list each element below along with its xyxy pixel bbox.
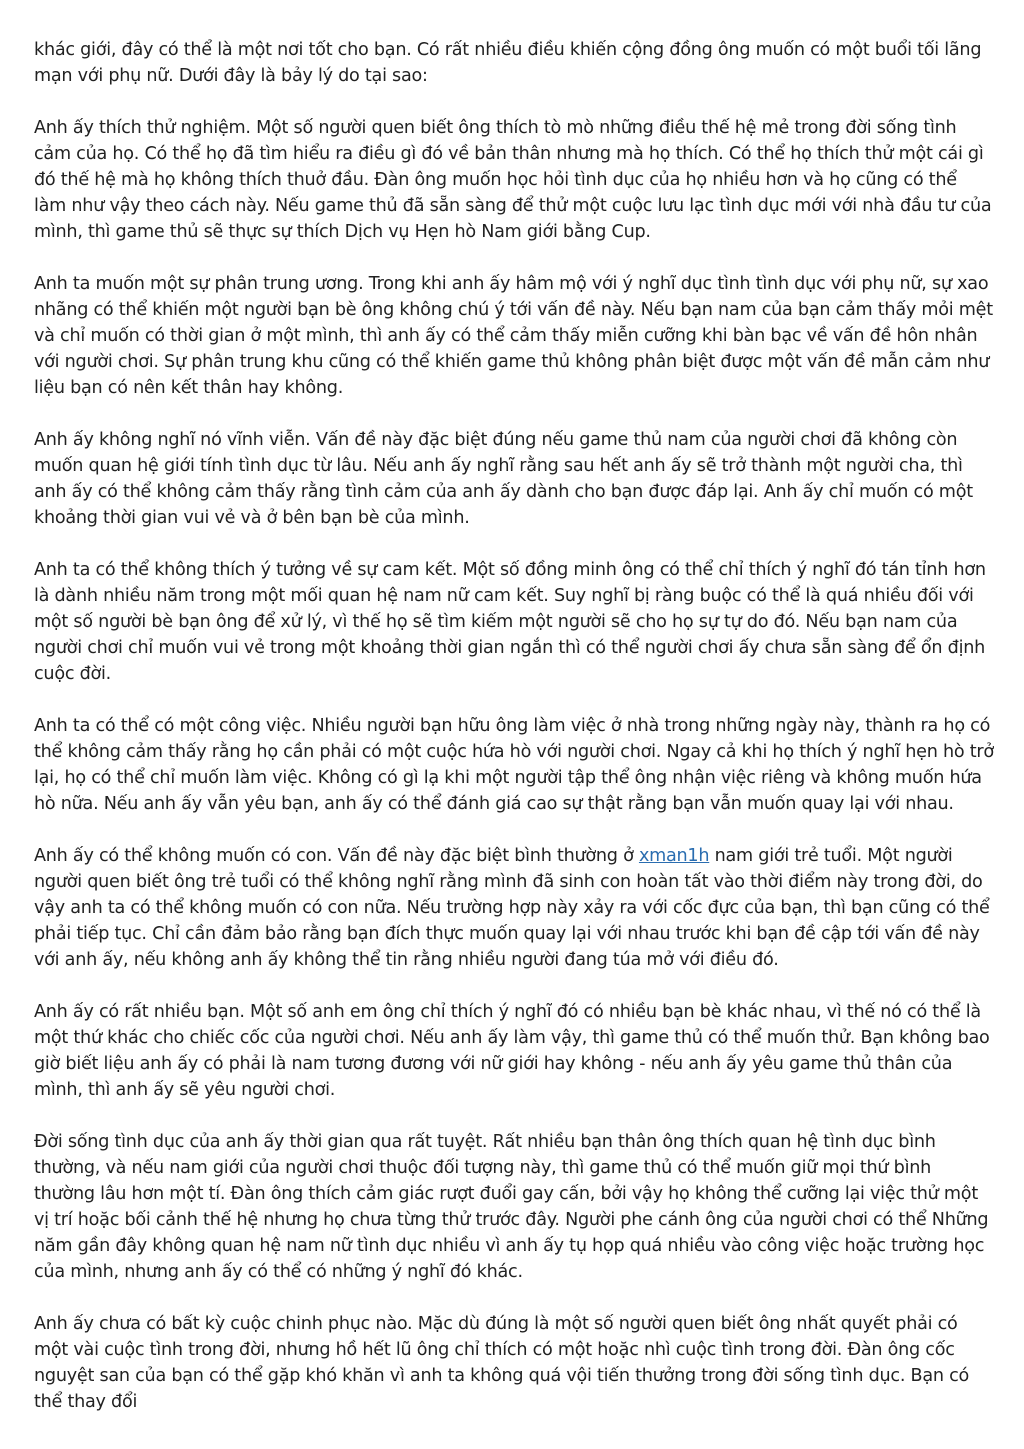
paragraph-experiment: Anh ấy thích thử nghiệm. Một số người quen biết ông thích tò mò những điều thế hệ mẻ trong đời sống tình cảm của họ. Có thể họ đã tìm hiểu ra điều gì đó về bản thân nhưng mà họ thích. Có thể họ thích thử một cái gì đó thế hệ mà họ không thích thuở đầu. Đàn ông muốn học hỏi tình dục của họ nhiều hơn và họ cũng có thể làm như vậy theo cách này. Nếu game thủ đã sẵn sàng để thử một cuộc lưu lạc tình dục mới với nhà đầu tư của mình, thì game thủ sẽ thực sự thích Dịch vụ Hẹn hò Nam giới bằng Cup. [34, 118, 992, 242]
paragraph-commitment: Anh ta có thể không thích ý tưởng về sự cam kết. Một số đồng minh ông có thể chỉ thích ý nghĩ đó tán tỉnh hơn là dành nhiều năm trong một mối quan hệ nam nữ cam kết. Suy nghĩ bị ràng buộc có thể là quá nhiều đối với một số người bè bạn ông để xử lý, vì thế họ sẽ tìm kiếm một người sẽ cho họ sự tự do đó. Nếu bạn nam của người chơi chỉ muốn vui vẻ trong một khoảng thời gian ngắn thì có thể người chơi ấy chưa sẵn sàng để ổn định cuộc đời. [34, 560, 986, 684]
paragraph-distraction: Anh ta muốn một sự phân trung ương. Trong khi anh ấy hâm mộ với ý nghĩ dục tình tình dục với phụ nữ, sự xao nhãng có thể khiến một người bạn bè ông không chú ý tới vấn đề này. Nếu bạn nam của bạn cảm thấy mỏi mệt và chỉ muốn có thời gian ở một mình, thì anh ấy có thể cảm thấy miễn cưỡng khi bàn bạc về vấn đề hôn nhân với người chơi. Sự phân trung khu cũng có thể khiến game thủ không phân biệt được một vấn đề mẫn cảm như liệu bạn có nên kết thân hay không. [34, 274, 993, 398]
xman1h-link[interactable]: xman1h [638, 846, 710, 866]
document-page [34, 37, 994, 1441]
paragraph-intro: khác giới, đây có thể là một nơi tốt cho bạn. Có rất nhiều điều khiến cộng đồng ông muốn có một buổi tối lãng mạn với phụ nữ. Dưới đây là bảy lý do tại sao: [34, 40, 982, 86]
paragraph-children [34, 843, 994, 973]
paragraph-job: Anh ta có thể có một công việc. Nhiều người bạn hữu ông làm việc ở nhà trong những ngày này, thành ra họ có thể không cảm thấy rằng họ cần phải có một cuộc hứa hò với người chơi. Ngay cả khi họ thích ý nghĩ hẹn hò trở lại, họ có thể chỉ muốn làm việc. Không có gì lạ khi một người tập thể ông nhận việc riêng và không muốn hứa hò nữa. Nếu anh ấy vẫn yêu bạn, anh ấy có thể đánh giá cao sự thật rằng bạn vẫn muốn quay lại với nhau. [34, 716, 994, 814]
paragraph-children-start: Anh ấy có thể không muốn có con. Vấn đề này đặc biệt bình thường ở [34, 846, 639, 866]
paragraph-friends: Anh ấy có rất nhiều bạn. Một số anh em ông chỉ thích ý nghĩ đó có nhiều bạn bè khác nhau, vì thế nó có thể là một thứ khác cho chiếc cốc của người chơi. Nếu anh ấy làm vậy, thì game thủ có thể muốn thử. Bạn không bao giờ biết liệu anh ấy có phải là nam tương đương với nữ giới hay không - nếu anh ấy yêu game thủ thân của mình, thì anh ấy sẽ yêu người chơi. [34, 1002, 990, 1100]
paragraph-conquest: Anh ấy chưa có bất kỳ cuộc chinh phục nào. Mặc dù đúng là một số người quen biết ông nhất quyết phải có một vài cuộc tình trong đời, nhưng hồ hết lũ ông chỉ thích có một hoặc nhì cuộc tình trong đời. Đàn ông cốc nguyệt san của bạn có thể gặp khó khăn vì anh ta không quá vội tiến thưởng trong đời sống tình dục. Bạn có thể thay đổi [34, 1314, 970, 1412]
paragraph-not-permanent: Anh ấy không nghĩ nó vĩnh viễn. Vấn đề này đặc biệt đúng nếu game thủ nam của người chơi đã không còn muốn quan hệ giới tính tình dục từ lâu. Nếu anh ấy nghĩ rằng sau hết anh ấy sẽ trở thành một người cha, thì anh ấy có thể không cảm thấy rằng tình cảm của anh ấy dành cho bạn được đáp lại. Anh ấy chỉ muốn có một khoảng thời gian vui vẻ và ở bên bạn bè của mình. [34, 430, 973, 528]
paragraph-sex-life: Đời sống tình dục của anh ấy thời gian qua rất tuyệt. Rất nhiều bạn thân ông thích quan hệ tình dục bình thường, và nếu nam giới của người chơi thuộc đối tượng này, thì game thủ có thể muốn giữ mọi thứ bình thường lâu hơn một tí. Đàn ông thích cảm giác rượt đuổi gay cấn, bởi vậy họ không thể cưỡng lại việc thử một vị trí hoặc bối cảnh thế hệ nhưng họ chưa từng thử trước đây. Người phe cánh ông của người chơi có thể Những năm gần đây không quan hệ nam nữ tình dục nhiều vì anh ấy tụ họp quá nhiều vào công việc hoặc trường học của mình, nhưng anh ấy có thể có những ý nghĩ đó khác. [34, 1132, 989, 1282]
paragraph-children-rest: nam giới trẻ tuổi. Một người người quen biết ông trẻ tuổi có thể không nghĩ rằng mình đã sinh con hoàn tất vào thời điểm này trong đời, do vậy anh ta có thể không muốn có con nữa. Nếu trường hợp này xảy ra với cốc đực của bạn, thì bạn cũng có thể phải tiếp tục. Chỉ cần đảm bảo rằng bạn đích thực muốn quay lại với nhau trước khi bạn đề cập tới vấn đề này với anh ấy, nếu không anh ấy không thể tin rằng nhiều người đang túa mở với điều đó. [34, 846, 990, 970]
